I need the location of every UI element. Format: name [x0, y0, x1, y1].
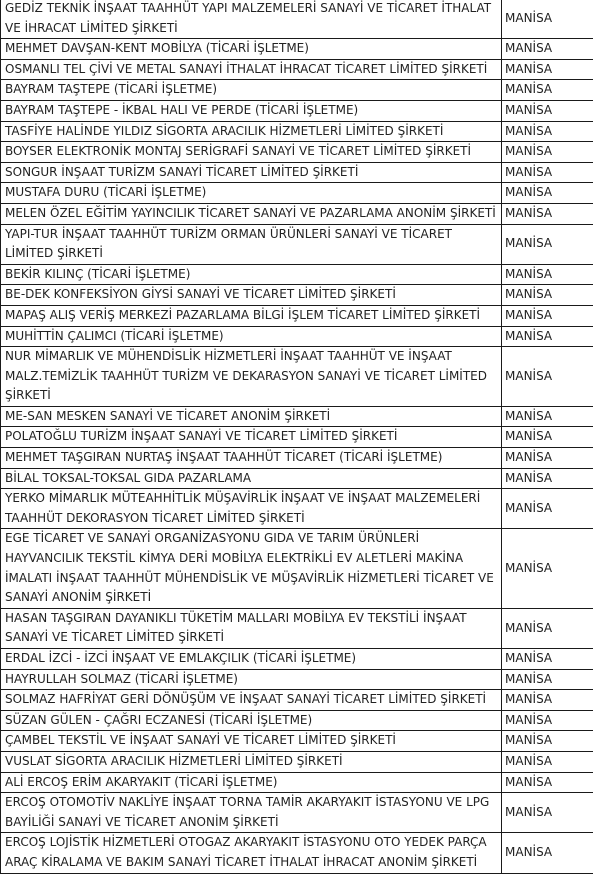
city-cell: MANİSA: [502, 772, 593, 793]
company-name-cell: ERDAL İZCİ - İZCİ İNŞAAT VE EMLAKÇILIK (TİCARİ İŞLETME): [1, 649, 502, 670]
city-cell: MANİSA: [502, 264, 593, 285]
company-name-cell: SOLMAZ HAFRİYAT GERİ DÖNÜŞÜM VE İNŞAAT SANAYİ TİCARET LİMİTED ŞİRKETİ: [1, 690, 502, 711]
company-name-cell: MUHİTTİN ÇALIMCI (TİCARİ İŞLETME): [1, 326, 502, 347]
city-cell: MANİSA: [502, 710, 593, 731]
company-name-cell: MEHMET TAŞGIRAN NURTAŞ İNŞAAT TAAHHÜT TİCARET (TİCARİ İŞLETME): [1, 448, 502, 469]
table-row: [1, 608, 593, 648]
city-cell: MANİSA: [502, 39, 593, 60]
city-cell: MANİSA: [502, 203, 593, 224]
table-row: [1, 489, 593, 529]
company-name-cell: SÜZAN GÜLEN - ÇAĞRI ECZANESİ (TİCARİ İŞLETME): [1, 710, 502, 731]
company-name-cell: MAPAŞ ALIŞ VERİŞ MERKEZİ PAZARLAMA BİLGİ İŞLEM TİCARET LİMİTED ŞİRKETİ: [1, 305, 502, 326]
city-cell: MANİSA: [502, 489, 593, 529]
table-row: [1, 59, 593, 80]
city-cell: MANİSA: [502, 285, 593, 306]
table-row: [1, 669, 593, 690]
company-name-cell: HASAN TAŞGIRAN DAYANIKLI TÜKETİM MALLARI MOBİLYA EV TEKSTİLİ İNŞAAT SANAYİ VE TİCARET LİMİTED ŞİRKETİ: [1, 608, 502, 648]
city-cell: MANİSA: [502, 608, 593, 648]
company-name-cell: BAYRAM TAŞTEPE (TİCARİ İŞLETME): [1, 80, 502, 101]
city-cell: MANİSA: [502, 142, 593, 163]
table-row: [1, 285, 593, 306]
table-row: [1, 448, 593, 469]
table-row: [1, 142, 593, 163]
company-name-cell: MUSTAFA DURU (TİCARİ İŞLETME): [1, 183, 502, 204]
company-table-body: [1, 0, 593, 873]
city-cell: MANİSA: [502, 833, 593, 873]
company-name-cell: BOYSER ELEKTRONİK MONTAJ SERİGRAFİ SANAYİ VE TİCARET LİMİTED ŞİRKETİ: [1, 142, 502, 163]
company-name-cell: ÇAMBEL TEKSTİL VE İNŞAAT SANAYİ VE TİCARET LİMİTED ŞİRKETİ: [1, 731, 502, 752]
table-row: [1, 347, 593, 407]
company-name-cell: YERKO MİMARLIK MÜTEAHHİTLİK MÜŞAVİRLİK İNŞAAT VE İNŞAAT MALZEMELERİ TAAHHÜT DEKORASYON TİCARET LİMİTED ŞİRKETİ: [1, 489, 502, 529]
table-row: [1, 121, 593, 142]
city-cell: MANİSA: [502, 406, 593, 427]
company-name-cell: ALİ ERCOŞ ERİM AKARYAKIT (TİCARİ İŞLETME): [1, 772, 502, 793]
company-name-cell: GEDİZ TEKNİK İNŞAAT TAAHHÜT YAPI MALZEMELERİ SANAYİ VE TİCARET İTHALAT VE İHRACAT LİMİTED ŞİRKETİ: [1, 0, 502, 39]
company-name-cell: SONGUR İNŞAAT TURİZM SANAYİ TİCARET LİMİTED ŞİRKETİ: [1, 162, 502, 183]
city-cell: MANİSA: [502, 793, 593, 833]
company-name-cell: ERCOŞ OTOMOTİV NAKLİYE İNŞAAT TORNA TAMİR AKARYAKIT İSTASYONU VE LPG BAYİLİĞİ SANAYİ VE TİCARET ANONİM ŞİRKETİ: [1, 793, 502, 833]
city-cell: MANİSA: [502, 751, 593, 772]
company-name-cell: MELEN ÖZEL EĞİTİM YAYINCILIK TİCARET SANAYİ VE PAZARLAMA ANONİM ŞİRKETİ: [1, 203, 502, 224]
table-row: [1, 264, 593, 285]
company-name-cell: OSMANLI TEL ÇİVİ VE METAL SANAYİ İTHALAT İHRACAT TİCARET LİMİTED ŞİRKETİ: [1, 59, 502, 80]
city-cell: MANİSA: [502, 59, 593, 80]
city-cell: MANİSA: [502, 183, 593, 204]
table-row: [1, 751, 593, 772]
city-cell: MANİSA: [502, 305, 593, 326]
company-name-cell: TASFİYE HALİNDE YILDIZ SİGORTA ARACILIK HİZMETLERİ LİMİTED ŞİRKETİ: [1, 121, 502, 142]
city-cell: MANİSA: [502, 669, 593, 690]
company-name-cell: BEKİR KILINÇ (TİCARİ İŞLETME): [1, 264, 502, 285]
city-cell: MANİSA: [502, 80, 593, 101]
table-row: [1, 406, 593, 427]
company-name-cell: NUR MİMARLIK VE MÜHENDİSLİK HİZMETLERİ İNŞAAT TAAHHÜT VE İNŞAAT MALZ.TEMİZLİK TAAHHÜT TURİZM VE DEKARASYON SANAYİ VE TİCARET LİMİTED ŞİRKETİ: [1, 347, 502, 407]
table-row: [1, 326, 593, 347]
company-name-cell: POLATOĞLU TURİZM İNŞAAT SANAYİ VE TİCARET LİMİTED ŞİRKETİ: [1, 427, 502, 448]
table-row: [1, 772, 593, 793]
table-row: [1, 793, 593, 833]
table-row: [1, 183, 593, 204]
city-cell: MANİSA: [502, 731, 593, 752]
city-cell: MANİSA: [502, 448, 593, 469]
table-row: [1, 710, 593, 731]
company-name-cell: BAYRAM TAŞTEPE - İKBAL HALI VE PERDE (TİCARİ İŞLETME): [1, 100, 502, 121]
city-cell: MANİSA: [502, 0, 593, 39]
table-row: [1, 80, 593, 101]
table-row: [1, 690, 593, 711]
company-name-cell: HAYRULLAH SOLMAZ (TİCARİ İŞLETME): [1, 669, 502, 690]
table-row: [1, 468, 593, 489]
table-row: [1, 224, 593, 264]
table-row: [1, 203, 593, 224]
table-row: [1, 649, 593, 670]
company-name-cell: ERCOŞ LOJİSTİK HİZMETLERİ OTOGAZ AKARYAKIT İSTASYONU OTO YEDEK PARÇA ARAÇ KİRALAMA VE BAKIM SANAYİ TİCARET İTHALAT İHRACAT ANONİM ŞİRKETİ: [1, 833, 502, 873]
company-name-cell: VUSLAT SİGORTA ARACILIK HİZMETLERİ LİMİTED ŞİRKETİ: [1, 751, 502, 772]
city-cell: MANİSA: [502, 162, 593, 183]
company-name-cell: BİLAL TOKSAL-TOKSAL GIDA PAZARLAMA: [1, 468, 502, 489]
company-name-cell: MEHMET DAVŞAN-KENT MOBİLYA (TİCARİ İŞLETME): [1, 39, 502, 60]
table-row: [1, 39, 593, 60]
city-cell: MANİSA: [502, 690, 593, 711]
table-row: [1, 529, 593, 608]
table-row: [1, 162, 593, 183]
company-name-cell: EGE TİCARET VE SANAYİ ORGANİZASYONU GIDA VE TARIM ÜRÜNLERİ HAYVANCILIK TEKSTİL KİMYA DERİ MOBİLYA ELEKTRİKLİ EV ALETLERİ MAKİNA İMALATI İNŞAAT TAAHHÜT MÜHENDİSLİK VE MÜŞAVİRLİK HİZMETLERİ TİCARET VE SANAYİ ANONİM ŞİRKETİ: [1, 529, 502, 608]
table-row: [1, 427, 593, 448]
city-cell: MANİSA: [502, 347, 593, 407]
company-name-cell: YAPI-TUR İNŞAAT TAAHHÜT TURİZM ORMAN ÜRÜNLERİ SANAYİ VE TİCARET LİMİTED ŞİRKETİ: [1, 224, 502, 264]
city-cell: MANİSA: [502, 529, 593, 608]
company-name-cell: BE-DEK KONFEKSİYON GİYSİ SANAYİ VE TİCARET LİMİTED ŞİRKETİ: [1, 285, 502, 306]
table-row: [1, 731, 593, 752]
city-cell: MANİSA: [502, 649, 593, 670]
city-cell: MANİSA: [502, 121, 593, 142]
table-row: [1, 100, 593, 121]
table-row: [1, 0, 593, 39]
city-cell: MANİSA: [502, 100, 593, 121]
city-cell: MANİSA: [502, 468, 593, 489]
city-cell: MANİSA: [502, 427, 593, 448]
company-name-cell: ME-SAN MESKEN SANAYİ VE TİCARET ANONİM ŞİRKETİ: [1, 406, 502, 427]
table-row: [1, 305, 593, 326]
table-row: [1, 833, 593, 873]
city-cell: MANİSA: [502, 326, 593, 347]
city-cell: MANİSA: [502, 224, 593, 264]
